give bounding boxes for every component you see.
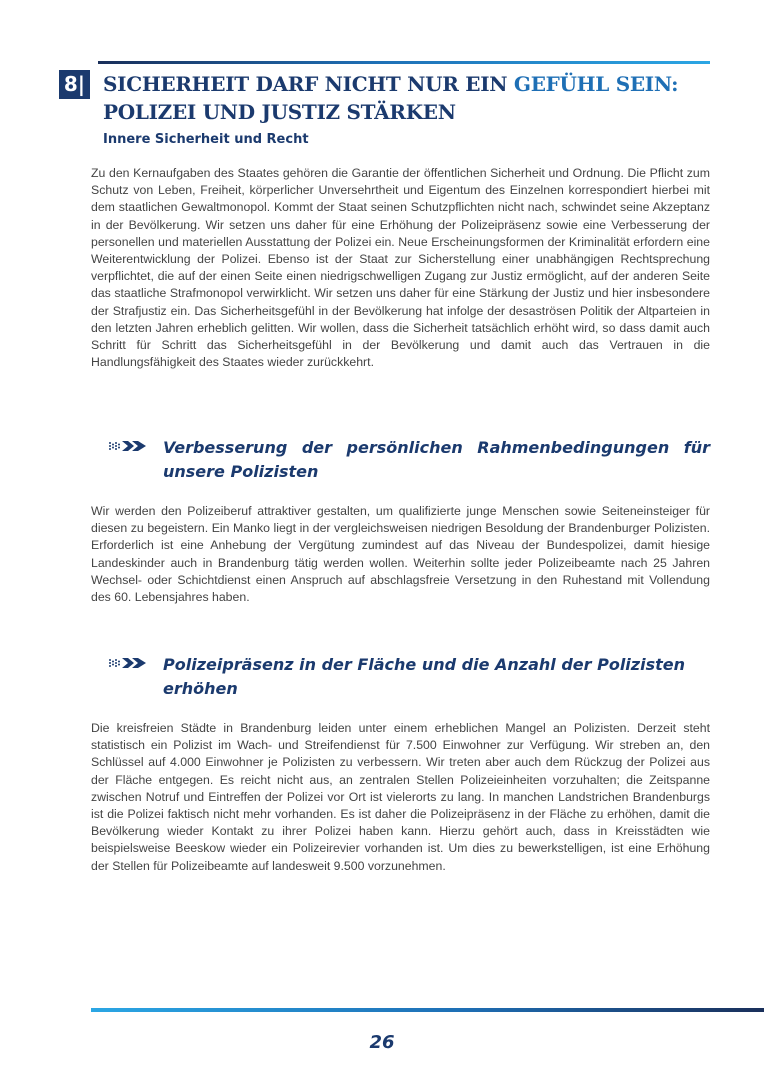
top-rule xyxy=(98,61,710,64)
chapter-subtitle: Innere Sicherheit und Recht xyxy=(103,132,309,147)
intro-paragraph: Zu den Kernaufgaben des Staates gehören die Garantie der öffentlichen Sicherheit und Ordnung. Die Pflicht zum Schutz von Leben, Freiheit, körperlicher Unversehrtheit und Eigentum des Einzelnen korrespondiert hierbei mit dem staatlichen Gewaltmonopol. Kommt der Staat seinen Schutzpflichten nicht nach, schwindet seine Akzeptanz in der Bevölkerung. Wir setzen uns daher für eine Erhöhung der Polizeipräsenz sowie eine Verbesserung der personellen und materiellen Ausstattung der Polizei ein. Neue Erscheinungsformen der Kriminalität erfordern eine Weiterentwicklung der Polizei. Ebenso ist der Staat zur Sicherstellung einer unabhängigen Rechtsprechung verpflichtet, die auf der einen Seite einen niedrigschwelligen Zugang zur Justiz ermöglicht, auf der anderen Seite das staatliche Strafmonopol verwirklicht. Wir setzen uns daher für eine Stärkung der Justiz und hier insbesondere der Strafjustiz ein. Das Sicherheitsgefühl in der Bevölkerung hat infolge der desaströsen Politik der Altparteien in den letzten Jahren erheblich gelitten. Wir wollen, dass die Sicherheit tatsächlich erhöht wird, so dass damit auch Schritt für Schritt das Sicherheitsgefühl in der Bevölkerung und damit auch das Vertrauen in die Handlungsfähigkeit des Staates wieder zurückkehrt. xyxy=(91,166,710,370)
bottom-rule xyxy=(91,1008,764,1012)
chapter-title-line1: SICHERHEIT DARF NICHT NUR EIN xyxy=(103,72,514,96)
chapter-title-line2: POLIZEI UND JUSTIZ STÄRKEN xyxy=(103,100,456,124)
chapter-title-accent: GEFÜHL SEIN: xyxy=(513,72,679,96)
section-paragraph-1: Wir werden den Polizeiberuf attraktiver gestalten, um qualifizierte junge Menschen sowie Seiteneinsteiger für diesen zu begeistern. Ein Manko liegt in der vergleichsweisen niedrigen Besoldung der Brandenburger Polizisten. Erforderlich ist eine Anhebung der Vergütung zumindest auf das Niveau der Bundespolizei, damit hiesige Landeskinder auch in Brandenburg tätig werden wollen. Weiterhin sollte jeder Polizeibeamte nach 25 Jahren Wechsel- oder Schichtdienst einen Anspruch auf abschlagsfreie Versetzung in den Ruhestand mit Vollendung des 60. Lebensjahres haben. xyxy=(91,504,710,605)
section-heading-text-1: Verbesserung der persönlichen Rahmenbedingungen für unsere Polizisten xyxy=(163,438,710,481)
arrow-icon xyxy=(108,439,148,453)
arrow-icon xyxy=(108,656,148,670)
page-number: 26 xyxy=(369,1032,395,1053)
chapter-number-badge: 8| xyxy=(59,70,90,99)
chapter-title xyxy=(103,70,723,126)
section-heading-2 xyxy=(108,653,710,703)
section-paragraph-2: Die kreisfreien Städte in Brandenburg leiden unter einem erheblichen Mangel an Polizisten. Derzeit steht statistisch ein Polizist im Wach- und Streifendienst für 7.500 Einwohner zur Verfügung. Wir streben an, den Schlüssel auf 4.000 Einwohner je Polizisten zu verbessern. Wir treten aber auch dem Rückzug der Polizei aus der Fläche entgegen. Es reicht nicht aus, an zentralen Stellen Polizeieinheiten vorzuhalten; die Zeitspanne zwischen Notruf und Eintreffen der Polizei vor Ort ist vielerorts zu lang. In manchen Landstrichen Brandenburgs ist die Polizei faktisch nicht mehr vorhanden. Es ist daher die Polizeipräsenz in der Fläche zu erhöhen, damit die Bevölkerung wieder Kontakt zu ihrer Polizei haben kann. Hierzu gehört auch, dass in Kreisstädten wie beispielsweise Beeskow wieder ein Polizeirevier vorhanden ist. Um dies zu bewerkstelligen, ist eine Erhöhung der Stellen für Polizeibeamte auf landesweit 9.500 vorzunehmen. xyxy=(91,721,710,873)
section-heading-1 xyxy=(108,436,710,486)
section-heading-text-2: Polizeipräsenz in der Fläche und die Anzahl der Polizisten erhöhen xyxy=(163,655,685,698)
